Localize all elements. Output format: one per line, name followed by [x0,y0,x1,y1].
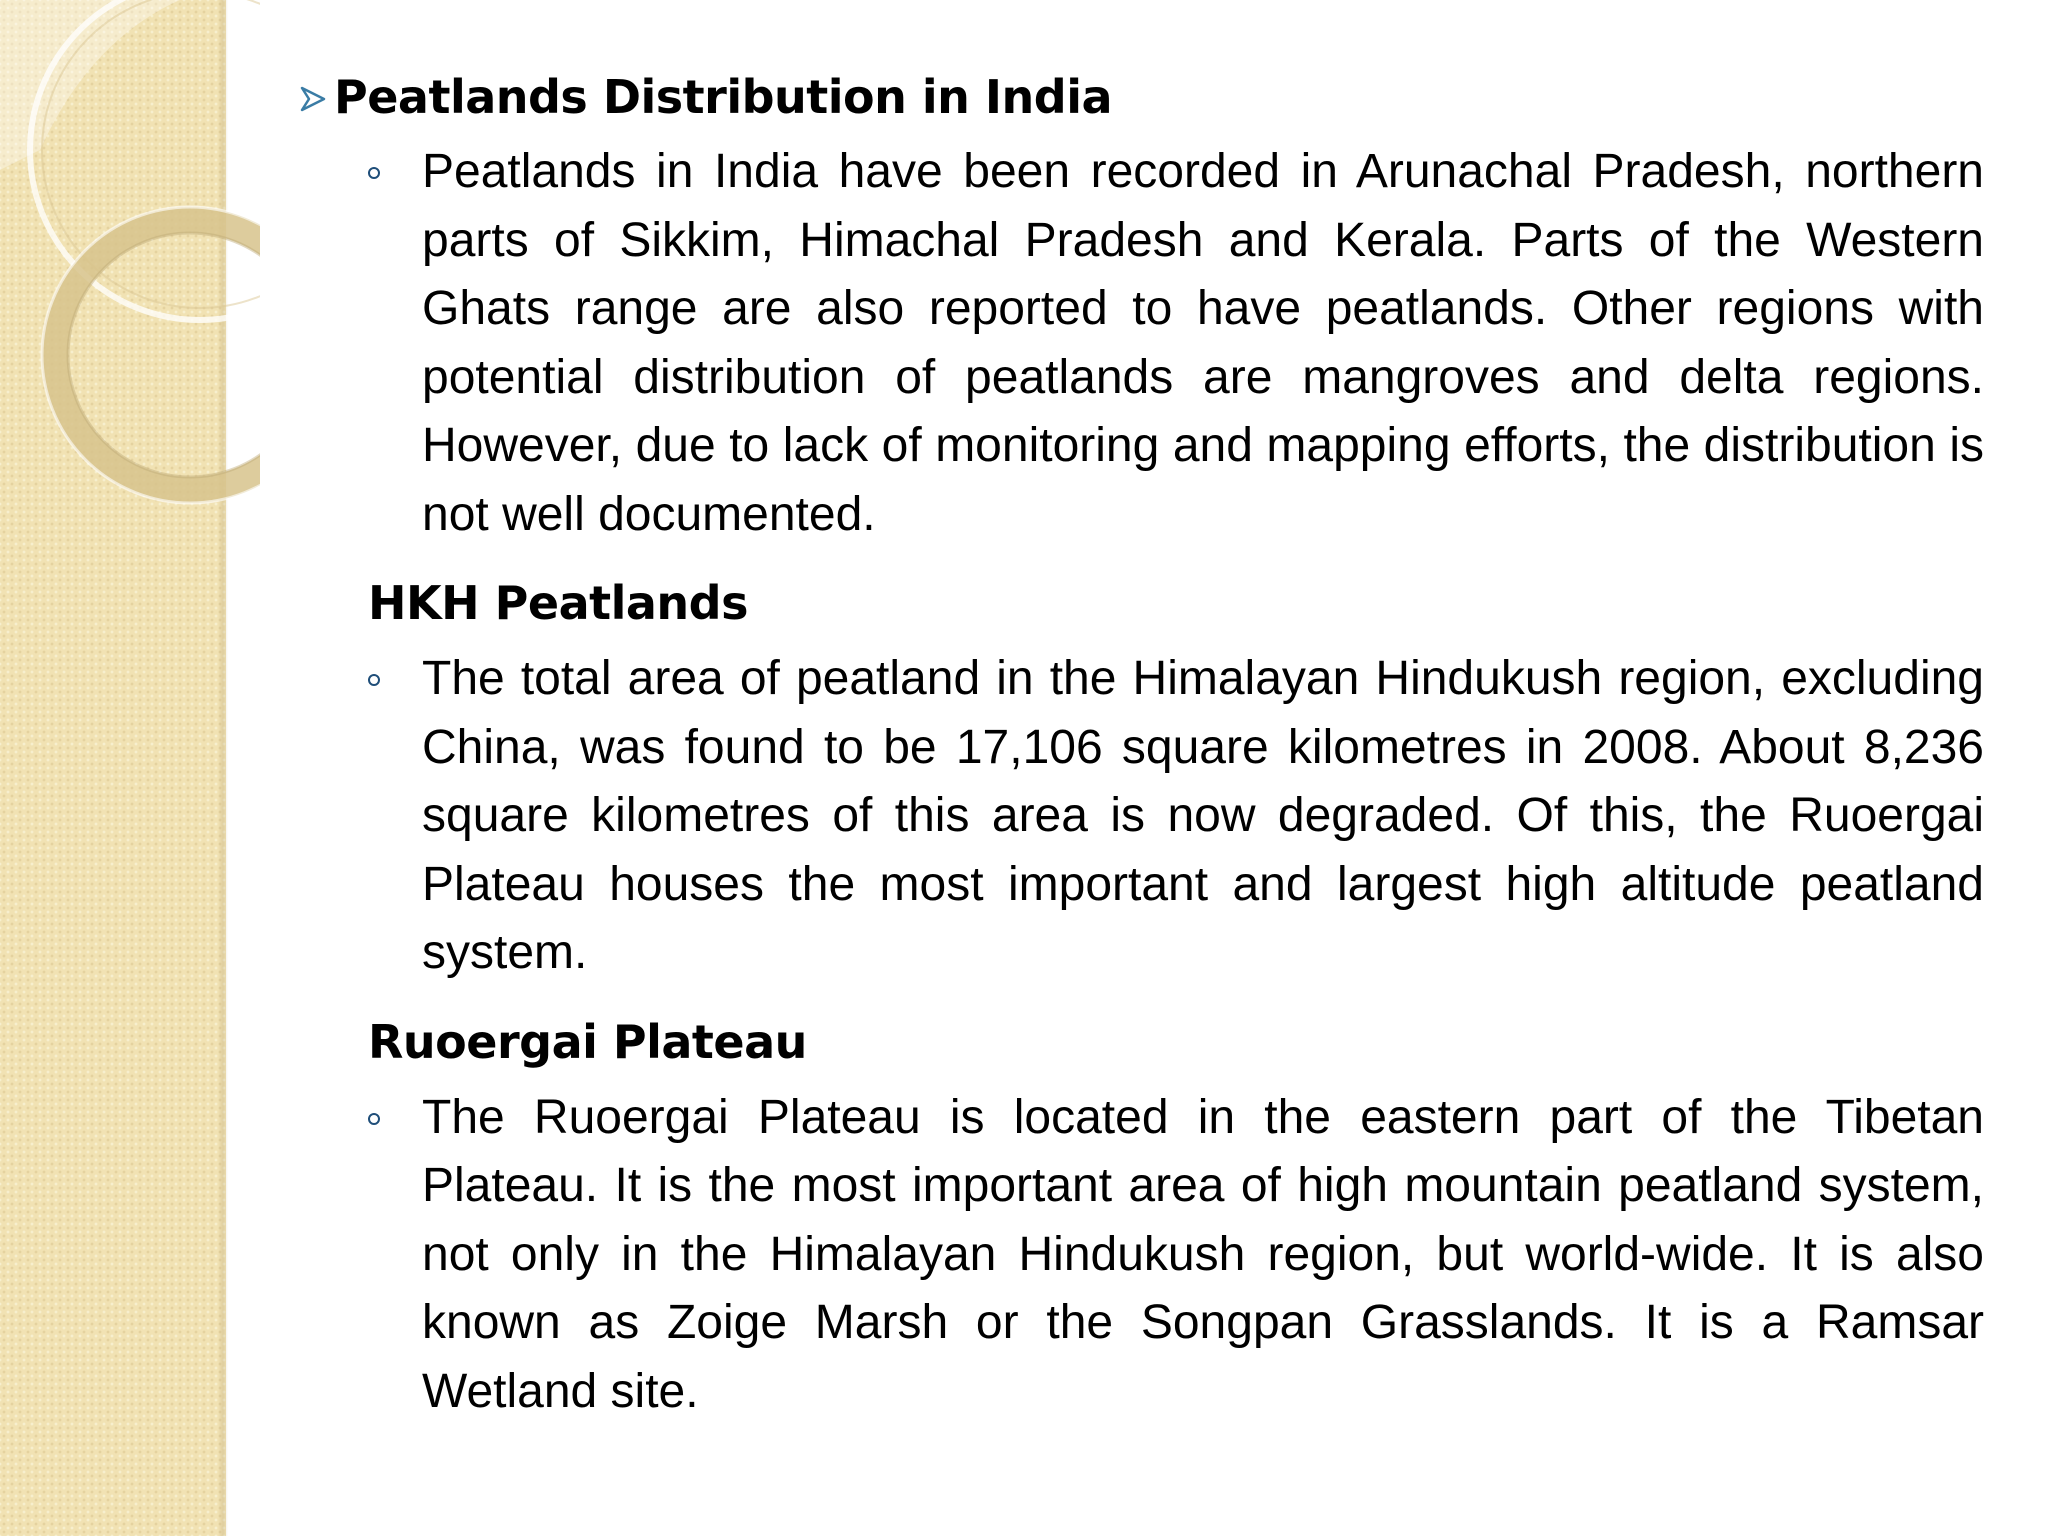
bullet-paragraph-ruoergai [422,1084,1984,1427]
circle-bullet-icon [368,1113,380,1125]
bullet-paragraph-hkh [422,645,1984,988]
slide-heading: Peatlands Distribution in India [334,70,1113,124]
circle-bullet-icon [368,674,380,686]
bullet-text: The Ruoergai Plateau is located in the eastern part of the Tibetan Plateau. It is the most important area of high mountain peatland system, not only in the Himalayan Hindukush region, but world-wide. It is also known as Zoige Marsh or the Songpan Grasslands. It is a Ramsar Wetland site. [422,1090,1984,1418]
section-heading-hkh: HKH Peatlands [368,576,748,630]
circle-bullet-icon [368,167,380,179]
bullet-text: Peatlands in India have been recorded in Arunachal Pradesh, northern parts of Sikkim, Himachal Pradesh and Kerala. Parts of the Western Ghats range are also reported to have peatlands. Other regions with potential distribution of peatlands are mangroves and delta regions. However, due to lack of monitoring and mapping efforts, the distribution is not well documented. [422,145,1984,541]
section-heading-ruoergai: Ruoergai Plateau [368,1014,807,1069]
decorative-rings [0,0,260,560]
bullet-text: The total area of peatland in the Himalayan Hindukush region, excluding China, was found to be 17,106 square kilometres in 2008. About 8,236 square kilometres of this area is now degraded. Of this, the Ruoergai Plateau houses the most important and largest high altitude peatland system. [422,652,1984,979]
arrow-right-icon [296,82,330,116]
slide-content [296,62,1986,1426]
heading-row [296,62,1986,132]
bullet-paragraph-india [422,138,1984,549]
